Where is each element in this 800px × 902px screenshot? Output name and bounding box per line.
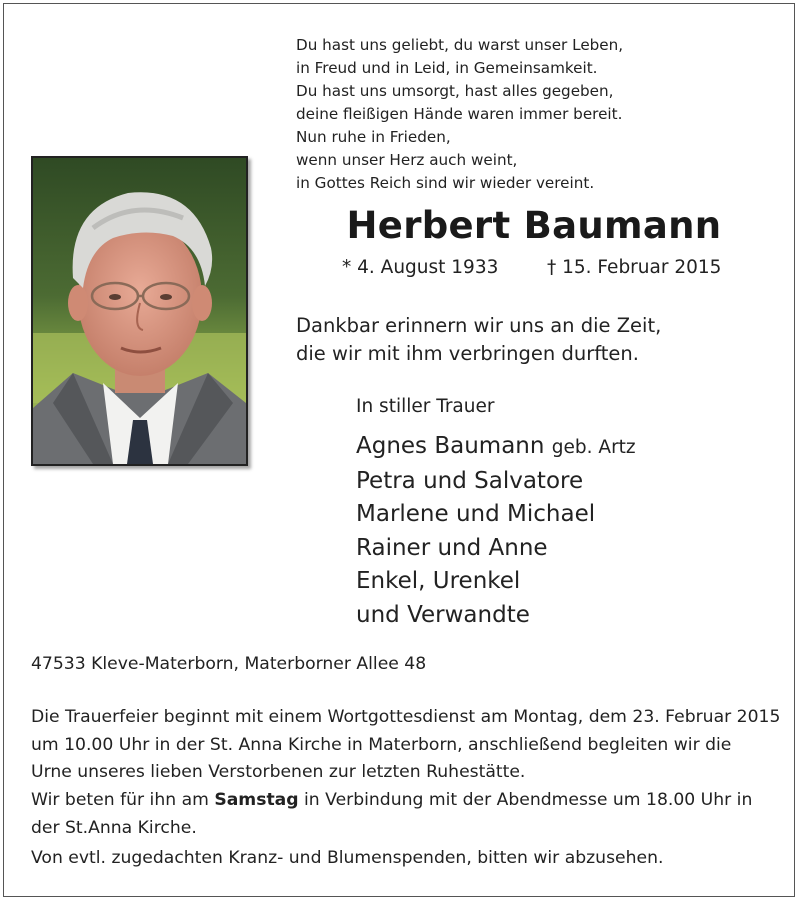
- gratitude-text: [296, 312, 766, 368]
- portrait-illustration: [33, 158, 246, 464]
- maiden-name: geb. Artz: [551, 437, 636, 458]
- prayer-line: [31, 787, 781, 815]
- prayer-info: [31, 787, 781, 842]
- poem: [296, 34, 756, 195]
- funeral-line: Urne unseres lieben Verstorbenen zur letzten Ruhestätte.: [31, 762, 526, 782]
- poem-line: in Freud und in Leid, in Gemeinsamkeit.: [296, 59, 598, 77]
- mourner-entry: und Verwandte: [356, 601, 530, 628]
- deceased-name: Herbert Baumann: [346, 204, 722, 247]
- prayer-day: Samstag: [214, 790, 299, 810]
- gratitude-line: Dankbar erinnern wir uns an die Zeit,: [296, 314, 662, 337]
- death-date: † 15. Februar 2015: [547, 257, 722, 278]
- birth-date: * 4. August 1933: [342, 257, 499, 278]
- funeral-line: um 10.00 Uhr in der St. Anna Kirche in Materborn, anschließend begleiten wir die: [31, 734, 732, 755]
- mourner-name: Agnes Baumann: [356, 433, 545, 459]
- family-address: 47533 Kleve-Materborn, Materborner Allee 48: [31, 654, 427, 674]
- portrait-photo: [31, 156, 248, 466]
- poem-line: deine fleißigen Hände waren immer bereit.: [296, 105, 623, 123]
- prayer-suffix: in Verbindung mit der Abendmesse um 18.00 Uhr in: [298, 790, 753, 810]
- poem-line: wenn unser Herz auch weint,: [296, 151, 518, 169]
- life-dates: [342, 257, 742, 278]
- poem-line: Nun ruhe in Frieden,: [296, 128, 451, 146]
- poem-line: Du hast uns geliebt, du warst unser Leben,: [296, 36, 624, 54]
- funeral-line: Die Trauerfeier beginnt mit einem Wortgottesdienst am Montag, dem 23. Februar 2015: [31, 707, 781, 727]
- funeral-info: [31, 704, 781, 787]
- poem-line: in Gottes Reich sind wir wieder vereint.: [296, 174, 595, 192]
- mourner-entry: Rainer und Anne: [356, 534, 548, 561]
- mourner-entry: Petra und Salvatore: [356, 467, 584, 494]
- prayer-prefix: Wir beten für ihn am: [31, 790, 215, 810]
- mourner-entry: Enkel, Urenkel: [356, 568, 521, 594]
- mourner-entry: Marlene und Michael: [356, 501, 596, 527]
- flowers-note: Von evtl. zugedachten Kranz- und Blumenspenden, bitten wir abzusehen.: [31, 848, 664, 868]
- mourners-list: [356, 430, 776, 632]
- prayer-line: der St.Anna Kirche.: [31, 817, 197, 838]
- mourner-entry: [356, 430, 776, 465]
- gratitude-line: die wir mit ihm verbringen durften.: [296, 342, 639, 365]
- mourning-label: In stiller Trauer: [356, 396, 495, 417]
- poem-line: Du hast uns umsorgt, hast alles gegeben,: [296, 82, 614, 100]
